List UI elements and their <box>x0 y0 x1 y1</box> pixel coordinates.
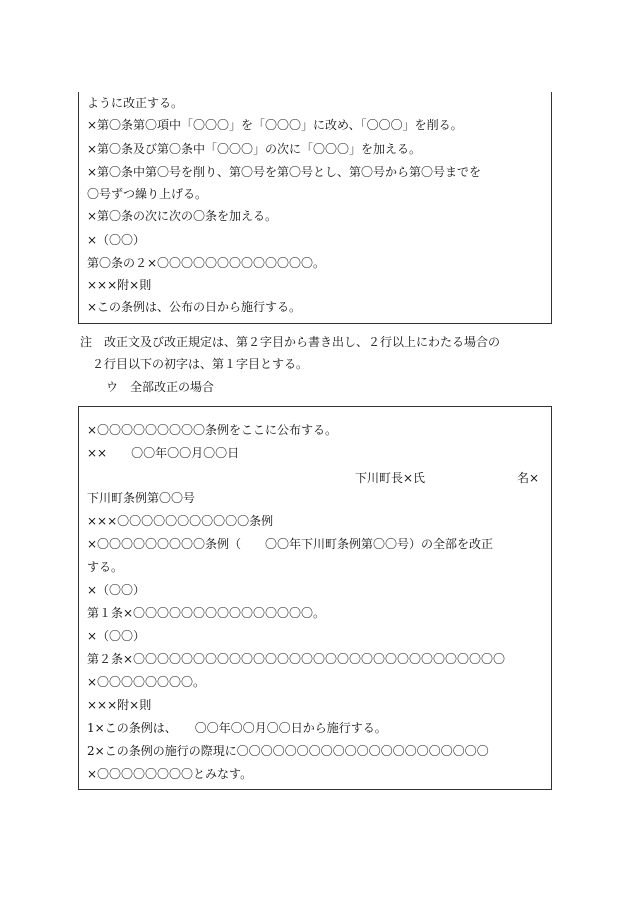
amendment-example-box <box>78 92 552 324</box>
box2-line-14: 1×この条例は、 〇〇年〇〇月〇〇日から施行する。 <box>87 721 387 735</box>
box2-line-7: する。 <box>87 560 124 574</box>
box1-line-9: ×××附×則 <box>87 278 152 292</box>
box2-line-10: ×（〇〇） <box>87 629 146 643</box>
box1-line-3: ×第〇条及び第〇条中「〇〇〇」の次に「〇〇〇」を加える。 <box>87 142 422 156</box>
box2-line-5: ×××〇〇〇〇〇〇〇〇〇〇〇条例 <box>87 514 274 528</box>
box1-line-7: ×（〇〇） <box>87 233 146 247</box>
box2-line-12: ×〇〇〇〇〇〇〇〇。 <box>87 675 206 689</box>
box1-line-6: ×第〇条の次に次の〇条を加える。 <box>87 209 278 223</box>
box1-line-2: ×第〇条第〇項中「〇〇〇」を「〇〇〇」に改め、「〇〇〇」を削る。 <box>87 118 463 132</box>
box1-line-1: ように改正する。 <box>87 96 184 110</box>
box2-line-13: ×××附×則 <box>87 698 152 712</box>
box2-line-11: 第２条×〇〇〇〇〇〇〇〇〇〇〇〇〇〇〇〇〇〇〇〇〇〇〇〇〇〇〇〇〇〇〇 <box>87 652 506 666</box>
section-heading: ウ 全部改正の場合 <box>106 380 215 394</box>
box1-line-5: 〇号ずつ繰り上げる。 <box>87 187 208 201</box>
box2-line-8: ×（〇〇） <box>87 583 146 597</box>
box2-line-6: ×〇〇〇〇〇〇〇〇〇条例（ 〇〇年下川町条例第〇〇号）の全部を改正 <box>87 537 494 551</box>
box2-line-1: ×〇〇〇〇〇〇〇〇〇条例をここに公布する。 <box>87 423 338 437</box>
mayor-title: 下川町長×氏 <box>355 471 426 485</box>
box2-line-9: 第１条×〇〇〇〇〇〇〇〇〇〇〇〇〇〇〇。 <box>87 606 326 620</box>
box2-line-4: 下川町条例第〇〇号 <box>87 491 196 505</box>
box1-line-10: ×この条例は、公布の日から施行する。 <box>87 300 302 314</box>
note-line-2: ２行目以下の初字は、第１字目とする。 <box>92 357 309 371</box>
box2-line-2: ×× 〇〇年〇〇月〇〇日 <box>87 446 240 460</box>
note-line-1: 注 改正文及び改正規定は、第２字目から書き出し、２行以上にわたる場合の <box>80 335 501 349</box>
box2-line-15: 2×この条例の施行の際現に〇〇〇〇〇〇〇〇〇〇〇〇〇〇〇〇〇〇〇〇〇 <box>87 744 489 758</box>
full-revision-example-box <box>78 406 552 790</box>
box1-line-4: ×第〇条中第〇号を削り、第〇号を第〇号とし、第〇号から第〇号までを <box>87 165 482 179</box>
box2-line-16: ×〇〇〇〇〇〇〇〇とみなす。 <box>87 767 253 781</box>
mayor-name: 名× <box>517 471 540 485</box>
box1-line-8: 第〇条の２×〇〇〇〇〇〇〇〇〇〇〇〇〇。 <box>87 256 326 270</box>
